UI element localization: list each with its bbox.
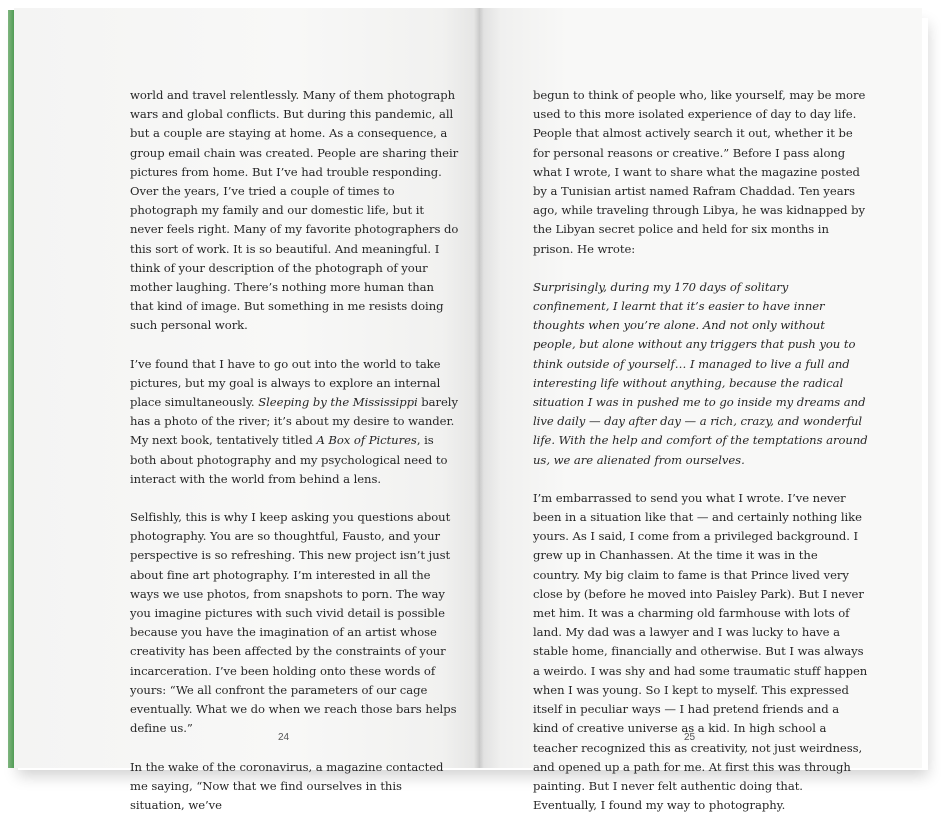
right-page	[479, 8, 922, 813]
left-paragraph-4: In the wake of the coronavirus, a magazine contacted me saying, “Now that we find ourselves in this situation, we’ve	[130, 759, 444, 812]
left-paragraph-2	[130, 355, 460, 489]
book-gutter	[474, 8, 484, 768]
page-number-right: 25	[684, 732, 696, 743]
p2-text-middle: barely has a photo of the river; it’s about my desire to wander. My next book, tentatively titled	[130, 395, 458, 448]
quoted-passage: Surprisingly, during my 170 days of solitary confinement, I learnt that it’s easier to have inner thoughts when you’re alone. And not only without people, but alone without any triggers that push you to think outside of yourself… I managed to live a full and interesting life without anything, because the radical situation I was in pushed me to go inside my dreams and live daily — day after day — a rich, crazy, and wonderful life. With the help and comfort of the temptations around us, we are alienated from ourselves.	[533, 279, 868, 467]
p2-text-start: I’ve found that I have to go out into the world to take pictures, but my goal is always to explore an internal place simultaneously.	[130, 356, 441, 410]
left-page-text	[130, 86, 460, 834]
page-number-left: 24	[278, 732, 290, 743]
p2-text-end: , is both about photography and my psychological need to interact with the world from behind a lens.	[130, 433, 448, 486]
left-paragraph-3: Selfishly, this is why I keep asking you questions about photography. You are so thoughtful, Fausto, and your perspective is so refreshing. This new project isn’t just about fine art photography. I’m interested in all the ways we use photos, from snapshots to porn. The way you imagine pictures with such vivid detail is possible because you have the imagination of an artist whose creativity has been affected by the constraints of your incarceration. I’ve been holding onto these words of yours: “We all confront the parameters of our cage eventually. What we do when we reach those bars helps define us.”	[130, 510, 457, 736]
book-title-a-box-of-pictures: A Box of Pictures	[316, 433, 417, 448]
right-paragraph-2: I’m embarrassed to send you what I wrote. I’ve never been in a situation like that — and certainly nothing like yours. As I said, I come from a privileged background. I grew up in Chanhassen. At the time it was in the country. My big claim to fame is that Prince lived very close by (before he moved into Paisley Park). But I never met him. It was a charming old farmhouse with lots of land. My dad was a lawyer and I was lucky to have a stable home, financially and otherwise. But I was always a weirdo. I was shy and had some traumatic stuff happen when I was young. So I kept to myself. This expressed itself in peculiar ways — I had pretend friends and a kind of creative universe as a kid. In high school a teacher recognized this as creativity, not just weirdness, and opened up a path for me. At first this was through painting. But I never felt authentic doing that. Eventually, I found my way to photography.	[533, 490, 868, 813]
right-paragraph-1: begun to think of people who, like yourself, may be more used to this more isolated experience of day to day life. People that almost actively search it out, whether it be for personal reasons or creative.” Before I pass along what I wrote, I want to share what the magazine posted by a Tunisian artist named Rafram Chaddad. Ten years ago, while traveling through Libya, he was kidnapped by the Libyan secret police and held for six months in prison. He wrote:	[533, 88, 866, 256]
left-paragraph-1: world and travel relentlessly. Many of them photograph wars and global conflicts. But during this pandemic, all but a couple are staying at home. As a consequence, a group email chain was created. People are sharing their pictures from home. But I’ve had trouble responding. Over the years, I’ve tried a couple of times to photograph my family and our domestic life, but it never feels right. Many of my favorite photographers do this sort of work. It is so beautiful. And meaningful. I think of your description of the photograph of your mother laughing. There’s nothing more human than that kind of image. But something in me resists doing such personal work.	[130, 88, 459, 333]
book-title-sleeping-by-the-mississippi: Sleeping by the Mississippi	[258, 395, 418, 410]
right-page-text	[533, 86, 868, 834]
left-page	[14, 8, 479, 812]
